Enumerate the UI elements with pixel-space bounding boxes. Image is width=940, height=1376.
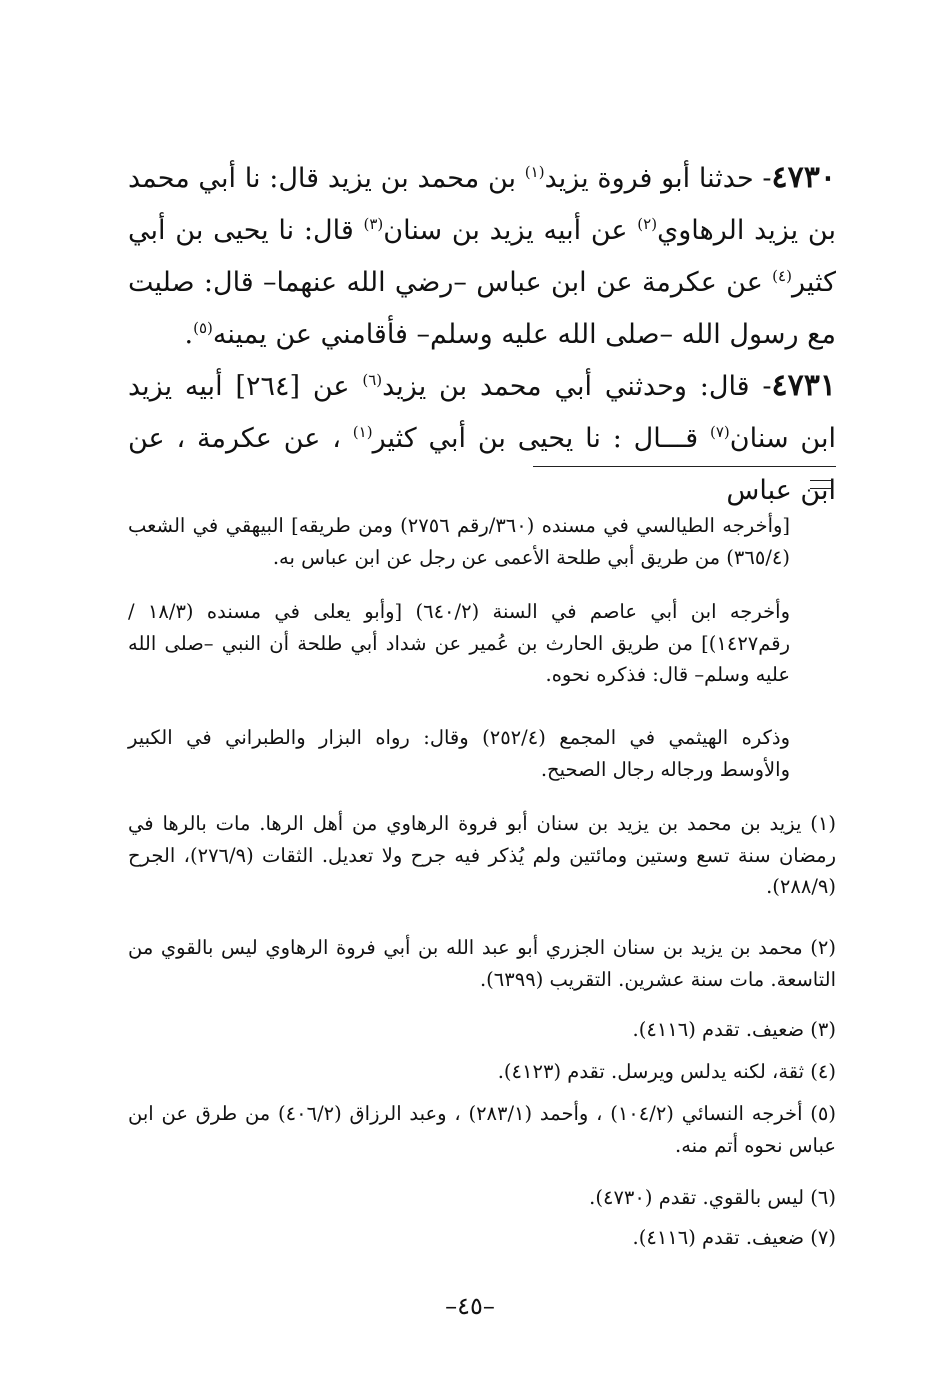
footnote-1: (١) يزيد بن محمد بن يزيد بن سنان أبو فروة الرهاوي من أهل الرها. مات بالرها في رمضان سنة تسع وستين ومائتين ولم يُذكر فيه جرح ولا تعديل. الثقات (٢٧٦/٩)، الجرح (٢٨٨/٩).	[128, 812, 836, 898]
footnote-continued: وذكره الهيثمي في المجمع (٢٥٢/٤) وقال: رواه البزار والطبراني في الكبير والأوسط ورجاله رجال الصحيح.	[128, 726, 791, 781]
footnote-ref: (٧)	[709, 423, 730, 441]
hadith-text: ، عن عكرمة ، عن ابن عباس	[128, 423, 836, 506]
footnote-ref: (٢)	[637, 215, 658, 233]
footnote-ref: (٦)	[362, 371, 383, 389]
hadith-number: ٤٧٣١	[771, 368, 836, 403]
hadith-text: .	[184, 319, 194, 350]
hadith-text: - قال: وحدثني أبي محمد بن يزيد	[382, 371, 772, 402]
footnote-continued: وأخرجه ابن أبي عاصم في السنة (٦٤٠/٢) [وأبو يعلى في مسنده (١٨/٣ /رقم١٤٢٧)] من طريق الحارث بن عُمير عن شداد أبي طلحة أن النبي –صلى الله عليه وسلم– قال: فذكره نحوه.	[128, 600, 790, 686]
footnote-continued: [وأخرجه الطيالسي في مسنده (٣٦٠/رقم ٢٧٥٦) ومن طريقه] البيهقي في الشعب (٣٦٥/٤) من طريق أبي طلحة الأعمى عن رجل عن ابن عباس به.	[128, 514, 791, 569]
footnote-separator-mark	[810, 480, 832, 489]
footnote-ref: (١)	[524, 163, 545, 181]
footnote-5: (٥) أخرجه النسائي (١٠٤/٢) ، وأحمد (٢٨٣/١) ، وعبد الرزاق (٤٠٦/٢) من طرق عن ابن عباس نحوه أتم منه.	[128, 1102, 836, 1157]
hadith-text: بن محمد بن يزيد قال: نا أبي محمد بن يزيد الرهاوي	[128, 163, 836, 246]
hadith-text: قال: نا يحيى بن أبي كثير	[128, 215, 836, 298]
footnote-ref: (٣)	[363, 215, 384, 233]
hadith-text: - حدثنا أبو فروة يزيد	[544, 163, 772, 194]
hadith-4731	[128, 360, 836, 517]
footnote-ref: (١)	[352, 423, 373, 441]
footnote-4: (٤) ثقة، لكنه يدلس ويرسل. تقدم (٤١٢٣).	[497, 1060, 836, 1083]
footnote-7: (٧) ضعيف. تقدم (٤١١٦).	[632, 1226, 836, 1249]
footnote-ref: (٤)	[772, 267, 792, 285]
footnote-6: (٦) ليس بالقوي. تقدم (٤٧٣٠).	[589, 1186, 836, 1209]
footnote-3: (٣) ضعيف. تقدم (٤١١٦).	[632, 1018, 836, 1041]
hadith-text: عن [٢٦٤] أبيه يزيد ابن سنان	[128, 371, 836, 454]
hadith-text: عن عكرمة عن ابن عباس –رضي الله عنهما– قال: صليت مع رسول الله –صلى الله عليه وسلم– فأقامني عن يمينه	[128, 267, 836, 350]
footnote-ref: (٥)	[193, 319, 213, 337]
hadith-4730	[128, 152, 836, 361]
footnote-2: (٢) محمد بن يزيد بن سنان الجزري أبو عبد الله بن أبي فروة الرهاوي ليس بالقوي من التاسعة. مات سنة عشرين. التقريب (٦٣٩٩).	[128, 936, 836, 991]
footnote-separator	[533, 466, 836, 467]
hadith-text: عن أبيه يزيد بن سنان	[383, 215, 638, 246]
page-number: –٤٥–	[445, 1292, 495, 1320]
hadith-text: قـــال : نا يحيى بن أبي كثير	[372, 423, 710, 454]
hadith-number: ٤٧٣٠	[771, 160, 836, 195]
